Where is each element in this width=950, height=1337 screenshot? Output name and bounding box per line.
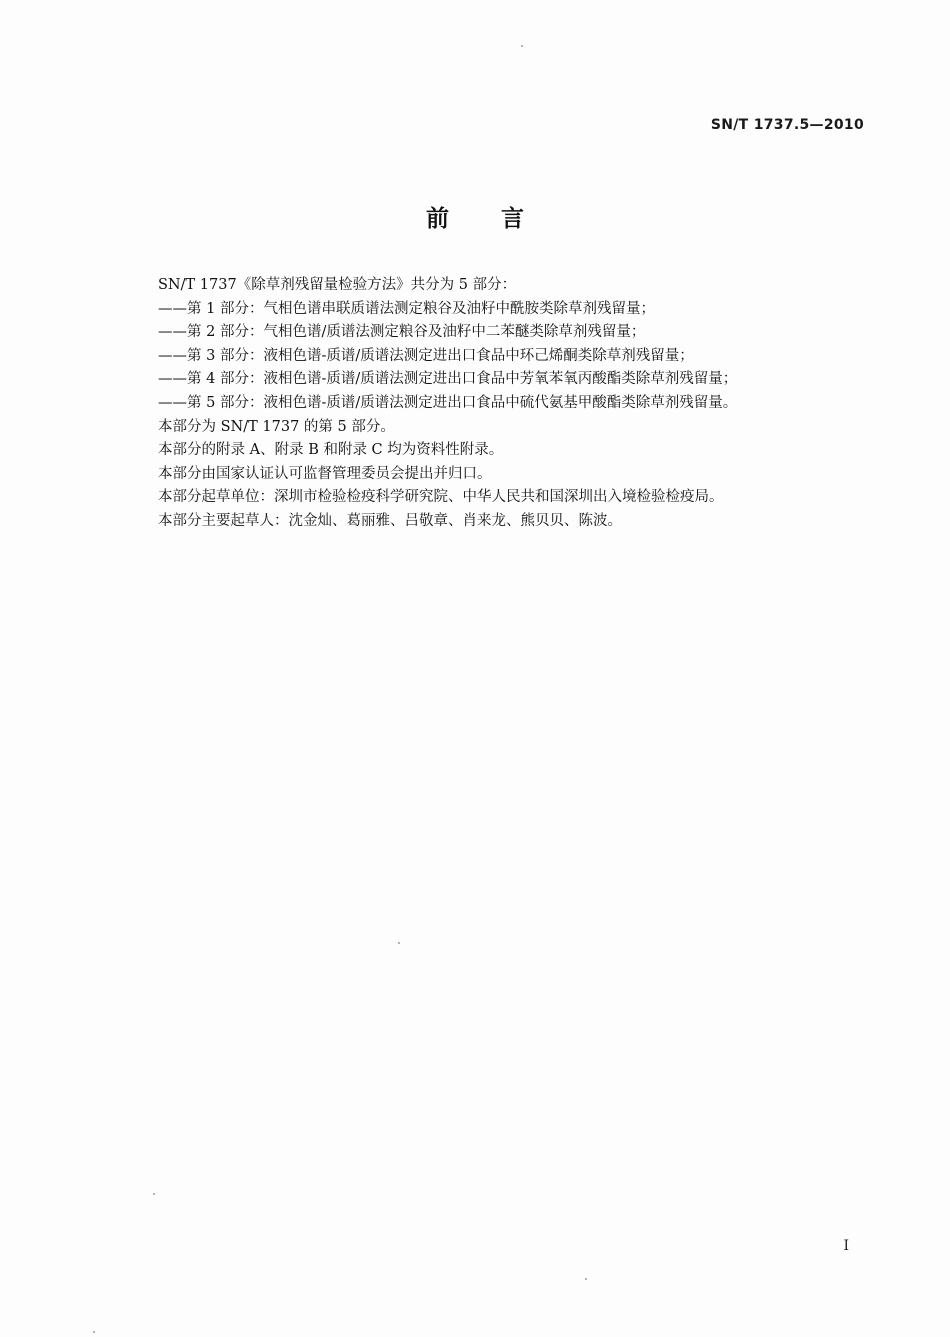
scan-speck	[153, 1193, 155, 1195]
scan-speck	[585, 1278, 587, 1280]
text-line: 本部分由国家认证认可监督管理委员会提出并归口。	[158, 465, 492, 482]
page-title: 前言	[426, 206, 576, 232]
text-line: ——第 3 部分：液相色谱-质谱/质谱法测定进出口食品中环己烯酮类除草剂残留量；	[158, 347, 694, 364]
scan-speck	[93, 1331, 95, 1333]
text-line: SN/T 1737《除草剂残留量检验方法》共分为 5 部分：	[158, 277, 517, 293]
foreword-body	[158, 274, 838, 534]
text-line: ——第 1 部分：气相色谱串联质谱法测定粮谷及油籽中酰胺类除草剂残留量；	[158, 300, 655, 317]
text-line: ——第 5 部分：液相色谱-质谱/质谱法测定进出口食品中硫代氨基甲酸酯类除草剂残留量。	[158, 394, 738, 411]
text-line: ——第 2 部分：气相色谱/质谱法测定粮谷及油籽中二苯醚类除草剂残留量；	[158, 324, 646, 341]
scan-speck	[398, 942, 400, 944]
text-line: 本部分主要起草人：沈金灿、葛丽雅、吕敬章、肖来龙、熊贝贝、陈波。	[158, 512, 622, 529]
text-line: 本部分为 SN/T 1737 的第 5 部分。	[158, 418, 395, 435]
page-number: I	[843, 1238, 849, 1254]
text-line: 本部分的附录 A、附录 B 和附录 C 均为资料性附录。	[158, 442, 504, 459]
text-line: 本部分起草单位：深圳市检验检疫科学研究院、中华人民共和国深圳出入境检验检疫局。	[158, 489, 724, 506]
scan-speck	[521, 45, 523, 47]
text-line: ——第 4 部分：液相色谱-质谱/质谱法测定进出口食品中芳氧苯氧丙酸酯类除草剂残留量；	[158, 371, 738, 388]
standard-code: SN/T 1737.5—2010	[710, 117, 864, 133]
